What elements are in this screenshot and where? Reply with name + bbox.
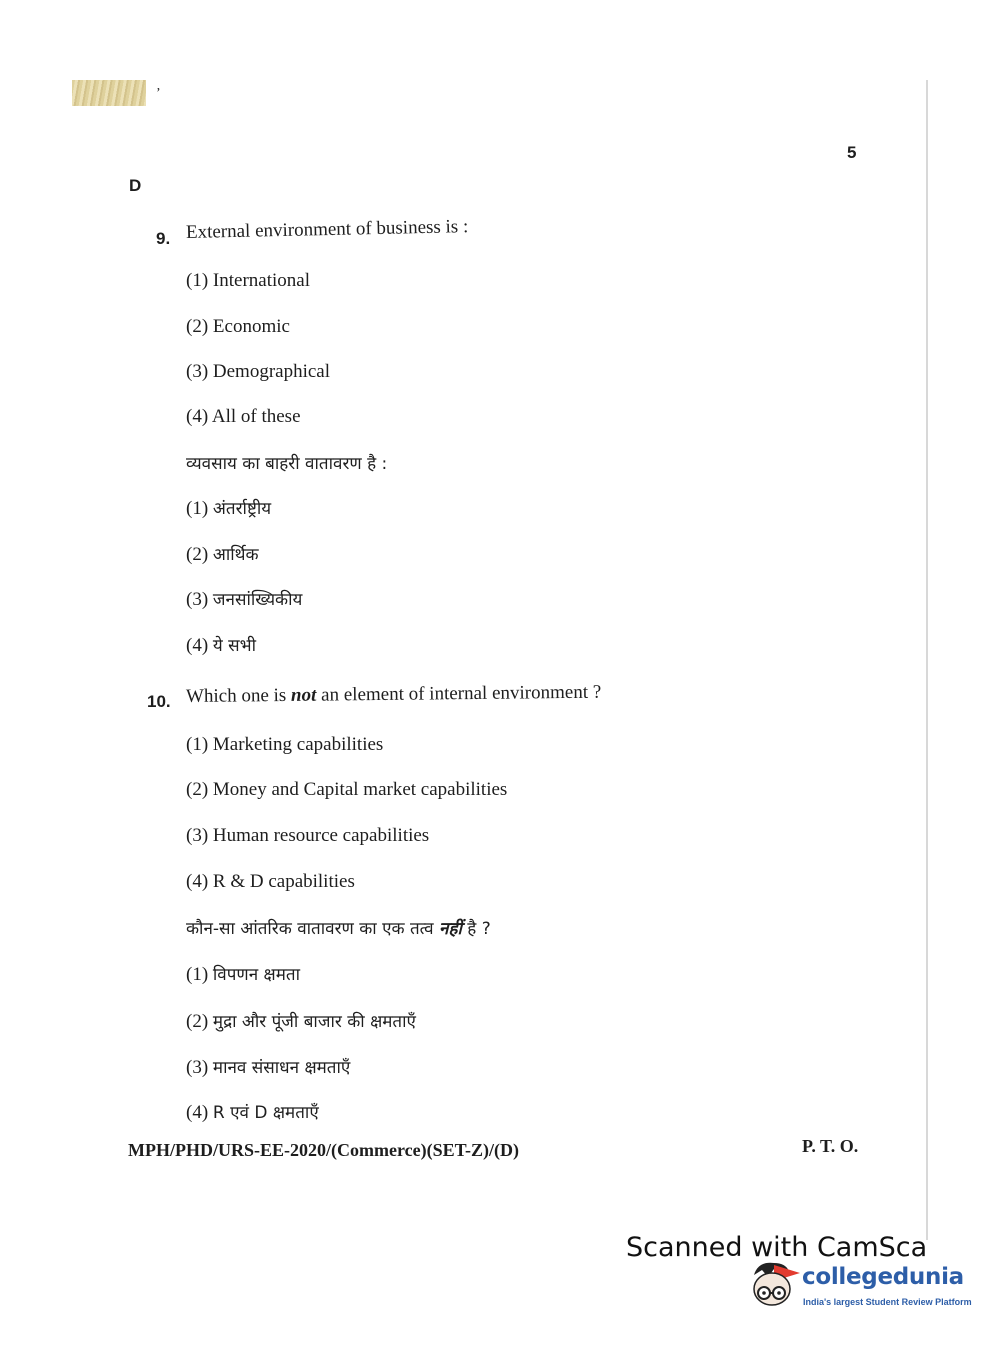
- q10-hindi-option-1: [186, 962, 300, 986]
- q10-hindi-option-1-num: (1): [186, 964, 209, 985]
- q10-hindi-option-3: [186, 1055, 350, 1079]
- question-10-hindi-emphasis: नहीं: [439, 919, 462, 939]
- q10-hindi-option-2-num: (2): [186, 1011, 209, 1032]
- q9-hindi-option-4-text: ये सभी: [212, 636, 257, 656]
- q10-hindi-option-4: [186, 1100, 319, 1124]
- q9-hindi-option-4: [186, 633, 256, 657]
- set-letter: D: [129, 176, 142, 195]
- question-10-hindi-after: है ?: [461, 919, 491, 939]
- q9-hindi-option-2-text: आर्थिक: [212, 545, 259, 565]
- paper-stamp-mark: [72, 80, 146, 106]
- q9-hindi-option-4-num: (4): [186, 635, 209, 656]
- collegedunia-mascot-icon: [744, 1257, 800, 1309]
- q9-option-2: (2) Economic: [186, 316, 290, 337]
- page-edge-line: [926, 80, 928, 1240]
- q9-hindi-option-1: [186, 496, 271, 520]
- q10-hindi-option-4-text: R एवं D क्षमताएँ: [212, 1103, 319, 1123]
- question-10-text-after: an element of internal environment ?: [316, 681, 602, 706]
- scanner-watermark: Scanned with CamSca: [626, 1232, 928, 1263]
- q10-hindi-option-1-text: विपणन क्षमता: [212, 965, 300, 985]
- stamp-tick-mark: ʼ: [156, 86, 161, 101]
- question-10-number: 10.: [147, 692, 171, 711]
- q9-hindi-option-3-num: (3): [186, 589, 209, 610]
- collegedunia-logo-text: collegedunia: [802, 1264, 964, 1290]
- question-9-text: External environment of business is :: [185, 216, 469, 243]
- collegedunia-tagline: India's largest Student Review Platform: [803, 1297, 972, 1307]
- q10-hindi-option-3-num: (3): [186, 1057, 209, 1078]
- q10-option-1: (1) Marketing capabilities: [186, 734, 384, 755]
- q9-hindi-option-3-text: जनसांख्यिकीय: [212, 590, 303, 610]
- q10-option-2: (2) Money and Capital market capabilities: [186, 779, 508, 800]
- question-10-hindi-before: कौन-सा आंतरिक वातावरण का एक तत्व: [186, 919, 440, 939]
- question-10-text: [186, 682, 601, 708]
- question-10-emphasis: not: [290, 684, 317, 706]
- q10-hindi-option-3-text: मानव संसाधन क्षमताएँ: [212, 1058, 351, 1078]
- q9-option-4: (4) All of these: [186, 406, 301, 427]
- q9-hindi-option-1-num: (1): [186, 498, 209, 519]
- q10-hindi-option-4-num: (4): [186, 1102, 209, 1123]
- q10-hindi-option-2: [186, 1009, 416, 1033]
- q9-hindi-option-3: [186, 587, 302, 611]
- question-10-text-before: Which one is: [185, 684, 292, 707]
- q9-hindi-option-2-num: (2): [186, 544, 209, 565]
- question-9-number: 9.: [156, 229, 171, 248]
- q9-option-1: (1) International: [186, 270, 310, 291]
- q10-option-4: (4) R & D capabilities: [186, 871, 355, 892]
- q10-option-3: (3) Human resource capabilities: [186, 825, 430, 846]
- pto-label: P. T. O.: [802, 1136, 859, 1156]
- q10-hindi-option-2-text: मुद्रा और पूंजी बाजार की क्षमताएँ: [212, 1012, 416, 1032]
- paper-code: MPH/PHD/URS-EE-2020/(Commerce)(SET-Z)/(D): [128, 1140, 519, 1160]
- q9-hindi-option-1-text: अंतर्राष्ट्रीय: [212, 499, 272, 519]
- page-number: 5: [847, 143, 857, 162]
- q9-option-3: (3) Demographical: [186, 361, 331, 382]
- q9-hindi-option-2: [186, 542, 259, 566]
- question-9-hindi-text: व्यवसाय का बाहरी वातावरण है :: [186, 454, 388, 474]
- question-10-hindi-text: [186, 916, 491, 939]
